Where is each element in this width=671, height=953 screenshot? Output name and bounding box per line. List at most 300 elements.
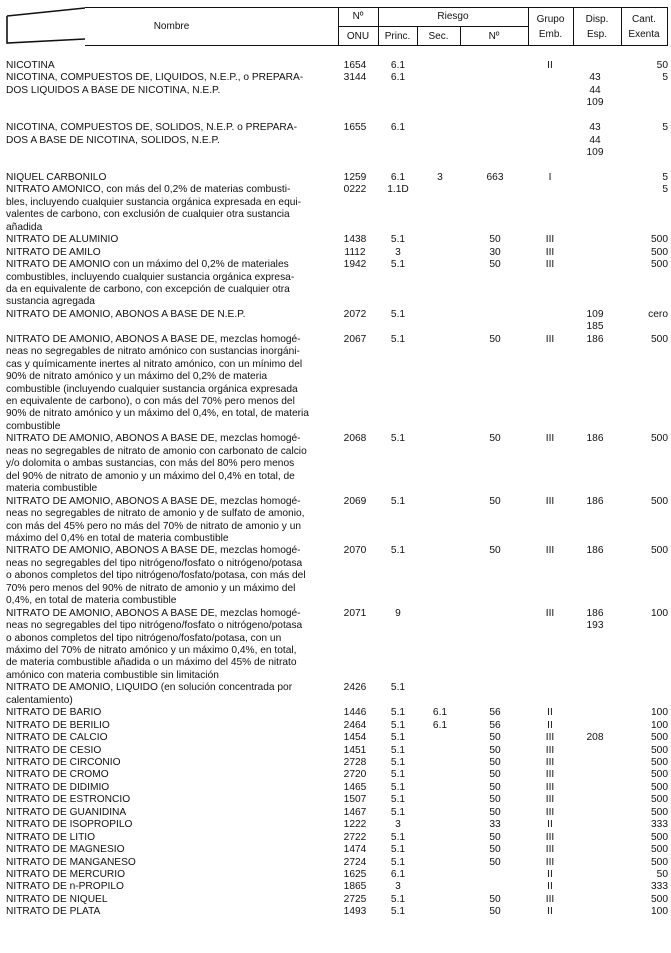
substance-name-line: o abonos completos del tipo nitrógeno/fosfato/potasa, con un xyxy=(6,632,282,644)
packing-group: II xyxy=(547,707,553,719)
un-number: 2069 xyxy=(343,495,367,507)
substance-name-line: NITRATO DE n-PROPILO xyxy=(6,881,124,893)
table-row xyxy=(6,72,668,122)
un-number: 0222 xyxy=(343,184,367,196)
special-provision: 109 xyxy=(586,97,604,109)
risk-primary: 5.1 xyxy=(390,707,406,719)
substance-name xyxy=(6,608,333,683)
exempt-quantity: 500 xyxy=(651,781,668,793)
substance-name-line: neas no segregables de nitrato de amonio con carbonato de calcio xyxy=(6,445,307,457)
un-number: 1865 xyxy=(343,881,367,893)
packing-group: III xyxy=(545,757,555,769)
substance-name-line: neas no segregables del tipo nitrógeno/fosfato o nitrógeno/potasa xyxy=(6,620,303,632)
table-row xyxy=(6,60,668,72)
substance-name-line: NITRATO DE GUANIDINA xyxy=(6,806,127,818)
table-row xyxy=(6,894,668,906)
exempt-quantity: 500 xyxy=(651,831,668,843)
substance-name-line: de materia combustible añadida o un máximo del 45% de nitrato xyxy=(6,657,297,669)
risk-number: 33 xyxy=(489,819,501,831)
substance-name-line: NITRATO DE AMONIO, LIQUIDO (en solución concentrada por xyxy=(6,682,293,694)
substance-name-line: neas no segregables del tipo nitrógeno/fosfato o nitrógeno/potasa xyxy=(6,557,303,569)
substance-name-line: combustible (incluyendo cualquier sustancia orgánica expresada xyxy=(6,383,298,395)
risk-secondary: 6.1 xyxy=(432,719,448,731)
substance-name-line: NITRATO DE AMONIO, ABONOS A BASE DE, mezclas homogé- xyxy=(6,495,301,507)
substance-name xyxy=(6,844,333,856)
risk-primary: 5.1 xyxy=(390,545,406,557)
table-row xyxy=(6,832,668,844)
header-exenta: Exenta xyxy=(628,28,660,40)
risk-primary: 5.1 xyxy=(390,794,406,806)
risk-number: 50 xyxy=(489,781,501,793)
risk-number: 50 xyxy=(489,333,501,345)
packing-group: III xyxy=(545,333,555,345)
risk-number: 50 xyxy=(489,259,501,271)
un-number: 2720 xyxy=(343,769,367,781)
substance-name xyxy=(6,832,333,844)
substance-name xyxy=(6,894,333,906)
un-number: 1654 xyxy=(343,60,367,71)
packing-group: III xyxy=(545,234,555,246)
substance-name xyxy=(6,807,333,819)
risk-number: 50 xyxy=(489,806,501,818)
special-provision: 186 xyxy=(586,545,604,557)
substance-name-line: combustible xyxy=(6,420,61,432)
risk-number: 50 xyxy=(489,831,501,843)
substance-name-line: sustancia agregada xyxy=(6,296,95,308)
exempt-quantity: 500 xyxy=(651,744,668,756)
special-provision: 109 xyxy=(586,147,604,159)
substance-name-line: NICOTINA xyxy=(6,60,55,71)
substance-name xyxy=(6,334,333,434)
header-emb: Emb. xyxy=(538,28,563,40)
packing-group: III xyxy=(545,495,555,507)
special-provision: 43 xyxy=(589,72,601,84)
risk-number: 50 xyxy=(489,234,501,246)
table-row xyxy=(6,707,668,719)
table-row xyxy=(6,608,668,683)
exempt-quantity: 500 xyxy=(651,794,668,806)
exempt-quantity: 500 xyxy=(651,259,668,271)
exempt-quantity: 100 xyxy=(651,906,668,918)
special-provision: 185 xyxy=(586,321,604,333)
substance-name xyxy=(6,769,333,781)
table-row xyxy=(6,720,668,732)
exempt-quantity: 500 xyxy=(651,495,668,507)
table-row xyxy=(6,794,668,806)
header-cant: Cant. xyxy=(632,13,656,25)
exempt-quantity: 500 xyxy=(651,757,668,769)
header-esp: Esp. xyxy=(586,28,607,40)
substance-name-line: NIQUEL CARBONILO xyxy=(6,172,107,184)
substance-name xyxy=(6,259,333,309)
table-row xyxy=(6,172,668,184)
un-number: 1454 xyxy=(343,732,367,744)
un-number: 2068 xyxy=(343,433,367,445)
table-row xyxy=(6,807,668,819)
risk-number: 50 xyxy=(489,794,501,806)
substance-name-line: NITRATO DE CROMO xyxy=(6,769,109,781)
special-provision: 43 xyxy=(589,122,601,134)
table-row xyxy=(6,184,668,234)
risk-primary: 3 xyxy=(395,819,401,831)
table-row xyxy=(6,309,668,334)
substance-name-line: DOS LIQUIDOS A BASE DE NICOTINA, N.E.P. xyxy=(6,84,221,96)
header-no: Nº xyxy=(352,11,364,22)
substance-name xyxy=(6,184,333,234)
substance-name-line: cas y químicamente inertes al nitrato amónico, con un mínimo del xyxy=(6,358,303,370)
risk-primary: 5.1 xyxy=(390,682,406,694)
un-number: 1446 xyxy=(343,707,367,719)
exempt-quantity: 500 xyxy=(651,769,668,781)
packing-group: II xyxy=(547,719,553,731)
un-number: 1474 xyxy=(343,844,367,856)
special-provision: 186 xyxy=(586,433,604,445)
substance-name-line: NICOTINA, COMPUESTOS DE, SOLIDOS, N.E.P. o PREPARA- xyxy=(6,122,297,134)
risk-primary: 5.1 xyxy=(390,234,406,246)
risk-number: 50 xyxy=(489,757,501,769)
table-row xyxy=(6,819,668,831)
packing-group: III xyxy=(545,794,555,806)
exempt-quantity: 500 xyxy=(651,234,668,246)
substance-name-line: bles, incluyendo cualquier sustancia orgánica expresada en equi- xyxy=(6,196,302,208)
risk-primary: 5.1 xyxy=(390,831,406,843)
risk-number: 50 xyxy=(489,433,501,445)
exempt-quantity: 500 xyxy=(651,246,668,258)
substance-name xyxy=(6,757,333,769)
substance-name xyxy=(6,309,333,321)
special-provisions xyxy=(573,732,617,744)
substance-name-line: amónico con materia combustible sin limitación xyxy=(6,669,219,681)
substance-name-line: o abonos completos del tipo nitrógeno/fosfato/potasa, con más del xyxy=(6,570,306,582)
risk-number: 50 xyxy=(489,769,501,781)
un-number: 1438 xyxy=(343,234,367,246)
substance-name-line: NITRATO AMONICO, con más del 0,2% de materias combusti- xyxy=(6,184,291,196)
packing-group: III xyxy=(545,806,555,818)
un-number: 2724 xyxy=(343,856,367,868)
un-number: 2464 xyxy=(343,719,367,731)
substance-name-line: NITRATO DE BERILIO xyxy=(6,719,110,731)
substance-name xyxy=(6,819,333,831)
risk-number: 30 xyxy=(489,246,501,258)
substance-name xyxy=(6,794,333,806)
special-provision: 44 xyxy=(589,134,601,146)
exempt-quantity: 500 xyxy=(651,806,668,818)
risk-primary: 5.1 xyxy=(390,259,406,271)
exempt-quantity: 333 xyxy=(651,881,668,893)
special-provisions xyxy=(573,545,617,557)
exempt-quantity: 5 xyxy=(662,172,668,184)
exempt-quantity: 50 xyxy=(656,60,668,71)
substance-name xyxy=(6,720,333,732)
substance-name-line: en equivalente de carbono), o con más del 70% pero menos del xyxy=(6,396,295,408)
packing-group: III xyxy=(545,831,555,843)
substance-name xyxy=(6,869,333,881)
substance-name-line: 90% de nitrato amónico y un máximo del 0,4%, en total, de materia xyxy=(6,408,309,420)
risk-primary: 5.1 xyxy=(390,308,406,320)
header-nombre: Nombre xyxy=(153,21,190,32)
substance-name xyxy=(6,707,333,719)
packing-group: III xyxy=(545,781,555,793)
table-row xyxy=(6,857,668,869)
special-provisions xyxy=(573,608,617,633)
table-row xyxy=(6,259,668,309)
substance-name xyxy=(6,433,333,495)
substance-name-line: máximo del 0,4% en total de materia combustible xyxy=(6,532,229,544)
header-riesgo: Riesgo xyxy=(437,11,469,22)
un-number: 2426 xyxy=(343,682,367,694)
substance-name xyxy=(6,72,333,97)
substance-name-line: NITRATO DE AMONIO, ABONOS A BASE DE N.E.P. xyxy=(6,308,246,320)
substance-name-line: NITRATO DE AMONIO, ABONOS A BASE DE, mezclas homogé- xyxy=(6,433,301,445)
un-number: 1942 xyxy=(343,259,367,271)
special-provision: 193 xyxy=(586,620,604,632)
risk-number: 56 xyxy=(489,719,501,731)
header-sec: Sec. xyxy=(428,30,449,42)
un-number: 1465 xyxy=(343,781,367,793)
table-row xyxy=(6,247,668,259)
special-provision: 186 xyxy=(586,333,604,345)
un-number: 2070 xyxy=(343,545,367,557)
substance-name xyxy=(6,881,333,893)
substance-name xyxy=(6,247,333,259)
substance-name xyxy=(6,496,333,546)
un-number: 1112 xyxy=(344,246,366,258)
un-number: 2722 xyxy=(343,831,367,843)
table-row xyxy=(6,496,668,546)
exempt-quantity: 500 xyxy=(651,893,668,905)
exempt-quantity: 5 xyxy=(662,122,668,134)
packing-group: III xyxy=(545,744,555,756)
substance-name xyxy=(6,234,333,246)
risk-number: 50 xyxy=(489,744,501,756)
risk-primary: 5.1 xyxy=(390,732,406,744)
substance-name-line: NITRATO DE CIRCONIO xyxy=(6,757,121,769)
special-provision: 109 xyxy=(586,308,604,320)
substance-name-line: NITRATO DE AMONIO, ABONOS A BASE DE, mezclas homogé- xyxy=(6,333,301,345)
substance-name-line: con más del 45% pero no más del 70% de nitrato de amonio y un xyxy=(6,520,302,532)
risk-secondary: 6.1 xyxy=(432,707,448,719)
substance-name-line: NITRATO DE CALCIO xyxy=(6,732,108,744)
table-row xyxy=(6,732,668,744)
table-row xyxy=(6,334,668,434)
header-grupo: Grupo xyxy=(536,13,565,25)
risk-primary: 5.1 xyxy=(390,781,406,793)
exempt-quantity: 5 xyxy=(662,72,668,84)
risk-primary: 6.1 xyxy=(390,122,406,134)
substance-name-line: valentes de carbono, con exclusión de cualquier otra sustancia xyxy=(6,209,290,221)
packing-group: III xyxy=(545,856,555,868)
un-number: 1493 xyxy=(343,906,367,918)
un-number: 1467 xyxy=(343,806,367,818)
packing-group: II xyxy=(547,868,553,880)
un-number: 1625 xyxy=(343,868,367,880)
substance-name xyxy=(6,682,333,707)
substance-name-line: y/o dolomita o ambas sustancias, con más del 80% pero menos xyxy=(6,458,295,470)
risk-number: 50 xyxy=(489,856,501,868)
substance-name xyxy=(6,122,333,147)
table-row xyxy=(6,782,668,794)
substance-name-line: combustibles, incluyendo cualquier sustancia orgánica expresa- xyxy=(6,271,295,283)
exempt-quantity: 5 xyxy=(662,184,668,196)
risk-number: 50 xyxy=(489,844,501,856)
header-onu: ONU xyxy=(346,30,370,42)
substance-name xyxy=(6,906,333,918)
risk-primary: 6.1 xyxy=(390,60,406,71)
substance-name-line: NITRATO DE DIDIMIO xyxy=(6,781,110,793)
table-row xyxy=(6,769,668,781)
packing-group: II xyxy=(547,819,553,831)
packing-group: III xyxy=(545,433,555,445)
un-number: 2071 xyxy=(343,607,367,619)
table-row xyxy=(6,122,668,172)
substance-name-line: NITRATO DE CESIO xyxy=(6,744,102,756)
risk-primary: 5.1 xyxy=(390,769,406,781)
un-number: 2072 xyxy=(343,308,367,320)
special-provision: 44 xyxy=(589,84,601,96)
table-header xyxy=(5,7,668,46)
risk-primary: 6.1 xyxy=(390,72,406,84)
table-row xyxy=(6,682,668,707)
header-disp: Disp. xyxy=(585,13,609,25)
substance-name-line: NITRATO DE AMONIO, ABONOS A BASE DE, mezclas homogé- xyxy=(6,607,301,619)
risk-primary: 5.1 xyxy=(390,433,406,445)
packing-group: II xyxy=(547,60,553,71)
substance-name-line: 0,4%, en total de materia combustible xyxy=(6,595,177,607)
header-riesgo-no: Nº xyxy=(488,30,500,42)
risk-primary: 6.1 xyxy=(390,868,406,880)
risk-primary: 1.1D xyxy=(387,184,409,196)
substance-name-line: NITRATO DE PLATA xyxy=(6,906,101,918)
substance-name xyxy=(6,172,333,184)
packing-group: II xyxy=(547,906,553,918)
un-number: 2725 xyxy=(343,893,367,905)
risk-number: 56 xyxy=(489,707,501,719)
exempt-quantity: 100 xyxy=(651,719,668,731)
packing-group: II xyxy=(547,881,553,893)
risk-number: 50 xyxy=(489,906,501,918)
risk-number: 50 xyxy=(489,893,501,905)
substance-name-line: neas no segregables de nitrato de amonio y de sulfato de amonio, xyxy=(6,508,305,520)
substance-name-line: NITRATO DE AMONIO con un máximo del 0,2% de materiales xyxy=(6,259,289,271)
substance-name-line: 90% de nitrato amónico y un máximo del 0,2% de materia xyxy=(6,371,268,383)
risk-primary: 5.1 xyxy=(390,744,406,756)
un-number: 1451 xyxy=(343,744,367,756)
substance-name-line: NITRATO DE BARIO xyxy=(6,707,102,719)
risk-primary: 5.1 xyxy=(390,806,406,818)
risk-secondary: 3 xyxy=(437,172,443,184)
exempt-quantity: 500 xyxy=(651,856,668,868)
special-provision: 186 xyxy=(586,607,604,619)
substance-name-line: neas no segregables de nitrato amónico con sustancias inorgáni- xyxy=(6,346,300,358)
exempt-quantity: 333 xyxy=(651,819,668,831)
risk-number: 50 xyxy=(489,495,501,507)
packing-group: III xyxy=(545,893,555,905)
risk-number: 663 xyxy=(486,172,504,184)
un-number: 2067 xyxy=(343,333,367,345)
substance-name-line: DOS A BASE DE NICOTINA, SOLIDOS, N.E.P. xyxy=(6,134,220,146)
packing-group: III xyxy=(545,607,555,619)
risk-primary: 5.1 xyxy=(390,893,406,905)
substance-name-line: NITRATO DE ALUMINIO xyxy=(6,234,119,246)
table-row xyxy=(6,745,668,757)
substance-name xyxy=(6,745,333,757)
special-provisions xyxy=(573,122,617,159)
risk-primary: 3 xyxy=(395,881,401,893)
substance-name-line: NITRATO DE MAGNESIO xyxy=(6,844,125,856)
substance-name xyxy=(6,857,333,869)
substance-name-line: NITRATO DE LITIO xyxy=(6,831,96,843)
packing-group: III xyxy=(545,259,555,271)
packing-group: I xyxy=(548,172,552,184)
exempt-quantity: 500 xyxy=(651,333,668,345)
substance-name-line: 70% pero menos del 90% de nitrato de amonio y un máximo del xyxy=(6,582,296,594)
risk-primary: 5.1 xyxy=(390,757,406,769)
risk-primary: 5.1 xyxy=(390,844,406,856)
table-body xyxy=(6,60,668,919)
special-provisions xyxy=(573,433,617,445)
exempt-quantity: 500 xyxy=(651,844,668,856)
exempt-quantity: 500 xyxy=(651,545,668,557)
substance-name-line: calentamiento) xyxy=(6,694,73,706)
packing-group: III xyxy=(545,732,555,744)
risk-primary: 9 xyxy=(395,607,401,619)
risk-primary: 6.1 xyxy=(390,172,406,184)
substance-name-line: materia combustible xyxy=(6,483,98,495)
special-provisions xyxy=(573,72,617,109)
risk-primary: 5.1 xyxy=(390,333,406,345)
special-provisions xyxy=(573,334,617,346)
un-number: 1222 xyxy=(343,819,367,831)
special-provision: 186 xyxy=(586,495,604,507)
special-provisions xyxy=(573,496,617,508)
packing-group: III xyxy=(545,844,555,856)
substance-name-line: máximo del 70% de nitrato amónico y un máximo 0,4%, en total, xyxy=(6,645,297,657)
un-number: 1655 xyxy=(343,122,367,134)
special-provisions xyxy=(573,309,617,334)
risk-primary: 5.1 xyxy=(390,719,406,731)
un-number: 3144 xyxy=(343,72,367,84)
exempt-quantity: 500 xyxy=(651,433,668,445)
substance-name-line: del 90% de nitrato de amonio y un máximo del 0,4% en total, de xyxy=(6,470,295,482)
risk-primary: 5.1 xyxy=(390,495,406,507)
un-number: 2728 xyxy=(343,757,367,769)
substance-name-line: NITRATO DE MERCURIO xyxy=(6,868,126,880)
risk-number: 50 xyxy=(489,545,501,557)
packing-group: III xyxy=(545,769,555,781)
exempt-quantity: 100 xyxy=(651,707,668,719)
substance-name-line: NITRATO DE MANGANESO xyxy=(6,856,136,868)
substance-name-line: da en equivalente de carbono, con excepción de cualquier otra xyxy=(6,284,290,296)
substance-name xyxy=(6,545,333,607)
table-row xyxy=(6,881,668,893)
exempt-quantity: cero xyxy=(648,308,668,320)
un-number: 1507 xyxy=(343,794,367,806)
table-row xyxy=(6,433,668,495)
packing-group: III xyxy=(545,246,555,258)
un-number: 1259 xyxy=(343,172,367,184)
substance-name-line: NICOTINA, COMPUESTOS DE, LIQUIDOS, N.E.P., o PREPARA- xyxy=(6,72,304,84)
exempt-quantity: 100 xyxy=(651,607,668,619)
substance-name-line: NITRATO DE ESTRONCIO xyxy=(6,794,131,806)
table-row xyxy=(6,545,668,607)
header-princ: Princ. xyxy=(384,30,411,42)
special-provision: 208 xyxy=(586,732,604,744)
packing-group: III xyxy=(545,545,555,557)
table-row xyxy=(6,906,668,918)
risk-primary: 5.1 xyxy=(390,906,406,918)
table-row xyxy=(6,757,668,769)
risk-number: 50 xyxy=(489,732,501,744)
